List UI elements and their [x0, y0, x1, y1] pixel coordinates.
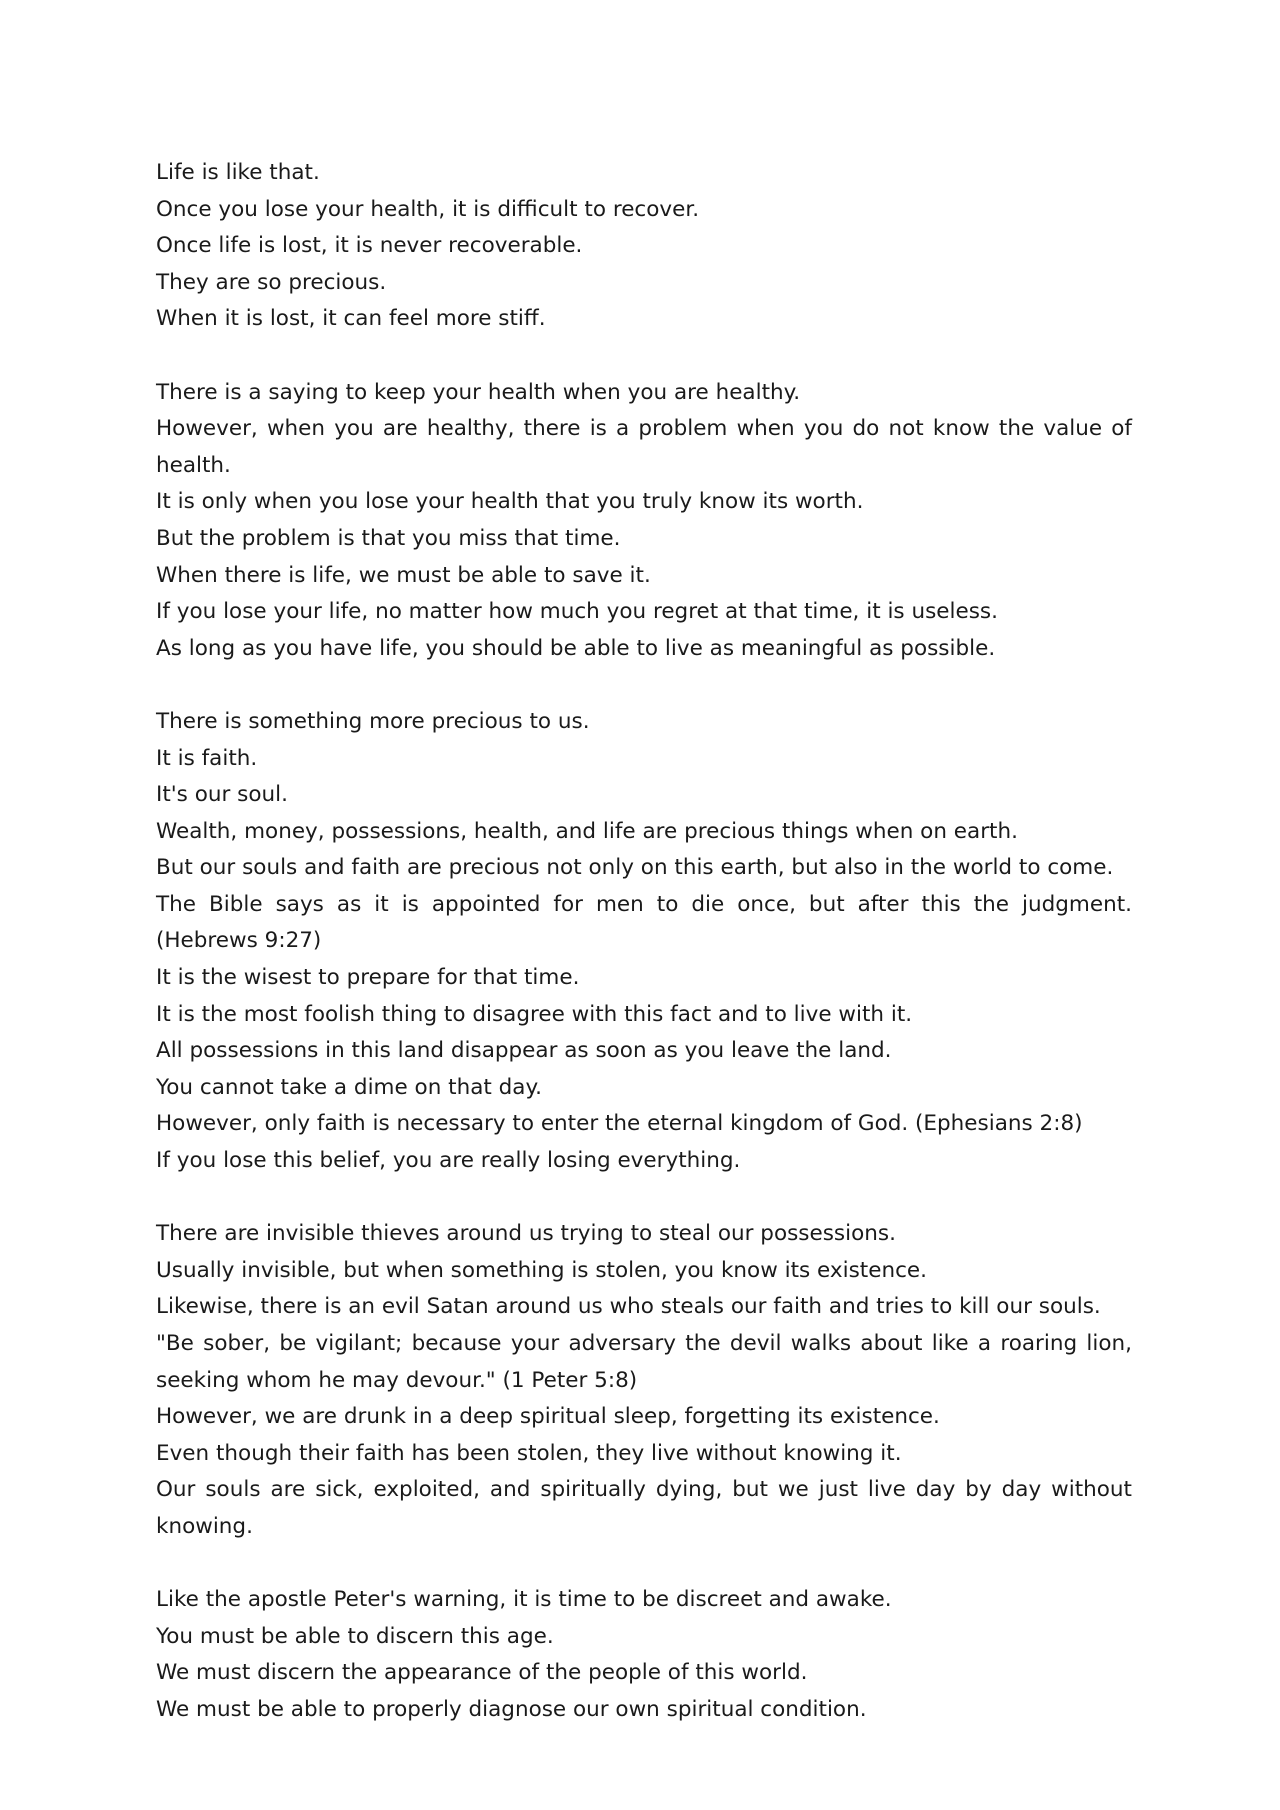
text-line: If you lose your life, no matter how much you regret at that time, it is useless.	[156, 599, 998, 625]
text-line: The Bible says as it is appointed for men to die once, but after this the judgment.	[156, 891, 1132, 917]
text-line: However, we are drunk in a deep spiritual sleep, forgetting its existence.	[156, 1404, 940, 1430]
text-line: You must be able to discern this age.	[156, 1623, 554, 1649]
text-line: There is something more precious to us.	[156, 708, 590, 734]
text-line: Once you lose your health, it is difficult to recover.	[156, 196, 700, 222]
paragraph	[156, 1582, 1132, 1728]
text-line: There are invisible thieves around us trying to steal our possessions.	[156, 1221, 896, 1247]
text-line: It's our soul.	[156, 782, 288, 808]
text-line: Life is like that.	[156, 160, 320, 185]
text-line: "Be sober, be vigilant; because your adversary the devil walks about like a roaring lion,	[156, 1331, 1132, 1356]
text-line: It is only when you lose your health that you truly know its worth.	[156, 489, 864, 515]
text-line: You cannot take a dime on that day.	[156, 1074, 542, 1100]
text-line: However, when you are healthy, there is a problem when you do not know the value of	[156, 416, 1132, 442]
text-line: But the problem is that you miss that time.	[156, 525, 621, 551]
text-line: seeking whom he may devour." (1 Peter 5:8)	[156, 1367, 638, 1393]
document-body	[156, 155, 1132, 1765]
text-line: health.	[156, 452, 231, 478]
text-line: It is faith.	[156, 745, 258, 771]
text-line: Even though their faith has been stolen, they live without knowing it.	[156, 1440, 902, 1466]
text-line: Like the apostle Peter's warning, it is time to be discreet and awake.	[156, 1587, 892, 1613]
text-line: As long as you have life, you should be able to live as meaningful as possible.	[156, 635, 996, 661]
paragraph	[156, 155, 1132, 338]
text-line: It is the most foolish thing to disagree with this fact and to live with it.	[156, 1001, 913, 1027]
text-line: However, only faith is necessary to enter the eternal kingdom of God. (Ephesians 2:8)	[156, 1111, 1083, 1137]
text-line: When it is lost, it can feel more stiff.	[156, 306, 546, 332]
text-line: If you lose this belief, you are really losing everything.	[156, 1148, 741, 1174]
paragraph	[156, 1216, 1132, 1545]
text-line: Wealth, money, possessions, health, and life are precious things when on earth.	[156, 818, 1018, 844]
text-line: When there is life, we must be able to save it.	[156, 562, 651, 588]
text-line: Usually invisible, but when something is stolen, you know its existence.	[156, 1257, 927, 1283]
text-line: We must discern the appearance of the people of this world.	[156, 1660, 808, 1686]
text-line: They are so precious.	[156, 269, 387, 295]
text-line: Once life is lost, it is never recoverable.	[156, 233, 583, 259]
text-line: Likewise, there is an evil Satan around us who steals our faith and tries to kill our souls.	[156, 1294, 1101, 1320]
paragraph	[156, 375, 1132, 668]
text-line: But our souls and faith are precious not only on this earth, but also in the world to come.	[156, 855, 1114, 881]
text-line: We must be able to properly diagnose our own spiritual condition.	[156, 1696, 867, 1722]
text-line: Our souls are sick, exploited, and spiritually dying, but we just live day by day without	[156, 1477, 1132, 1503]
paragraph	[156, 704, 1132, 1180]
text-line: It is the wisest to prepare for that time.	[156, 965, 580, 991]
text-line: There is a saying to keep your health when you are healthy.	[156, 379, 801, 405]
text-line: All possessions in this land disappear as soon as you leave the land.	[156, 1038, 892, 1064]
text-line: knowing.	[156, 1513, 253, 1539]
text-line: (Hebrews 9:27)	[156, 928, 322, 954]
